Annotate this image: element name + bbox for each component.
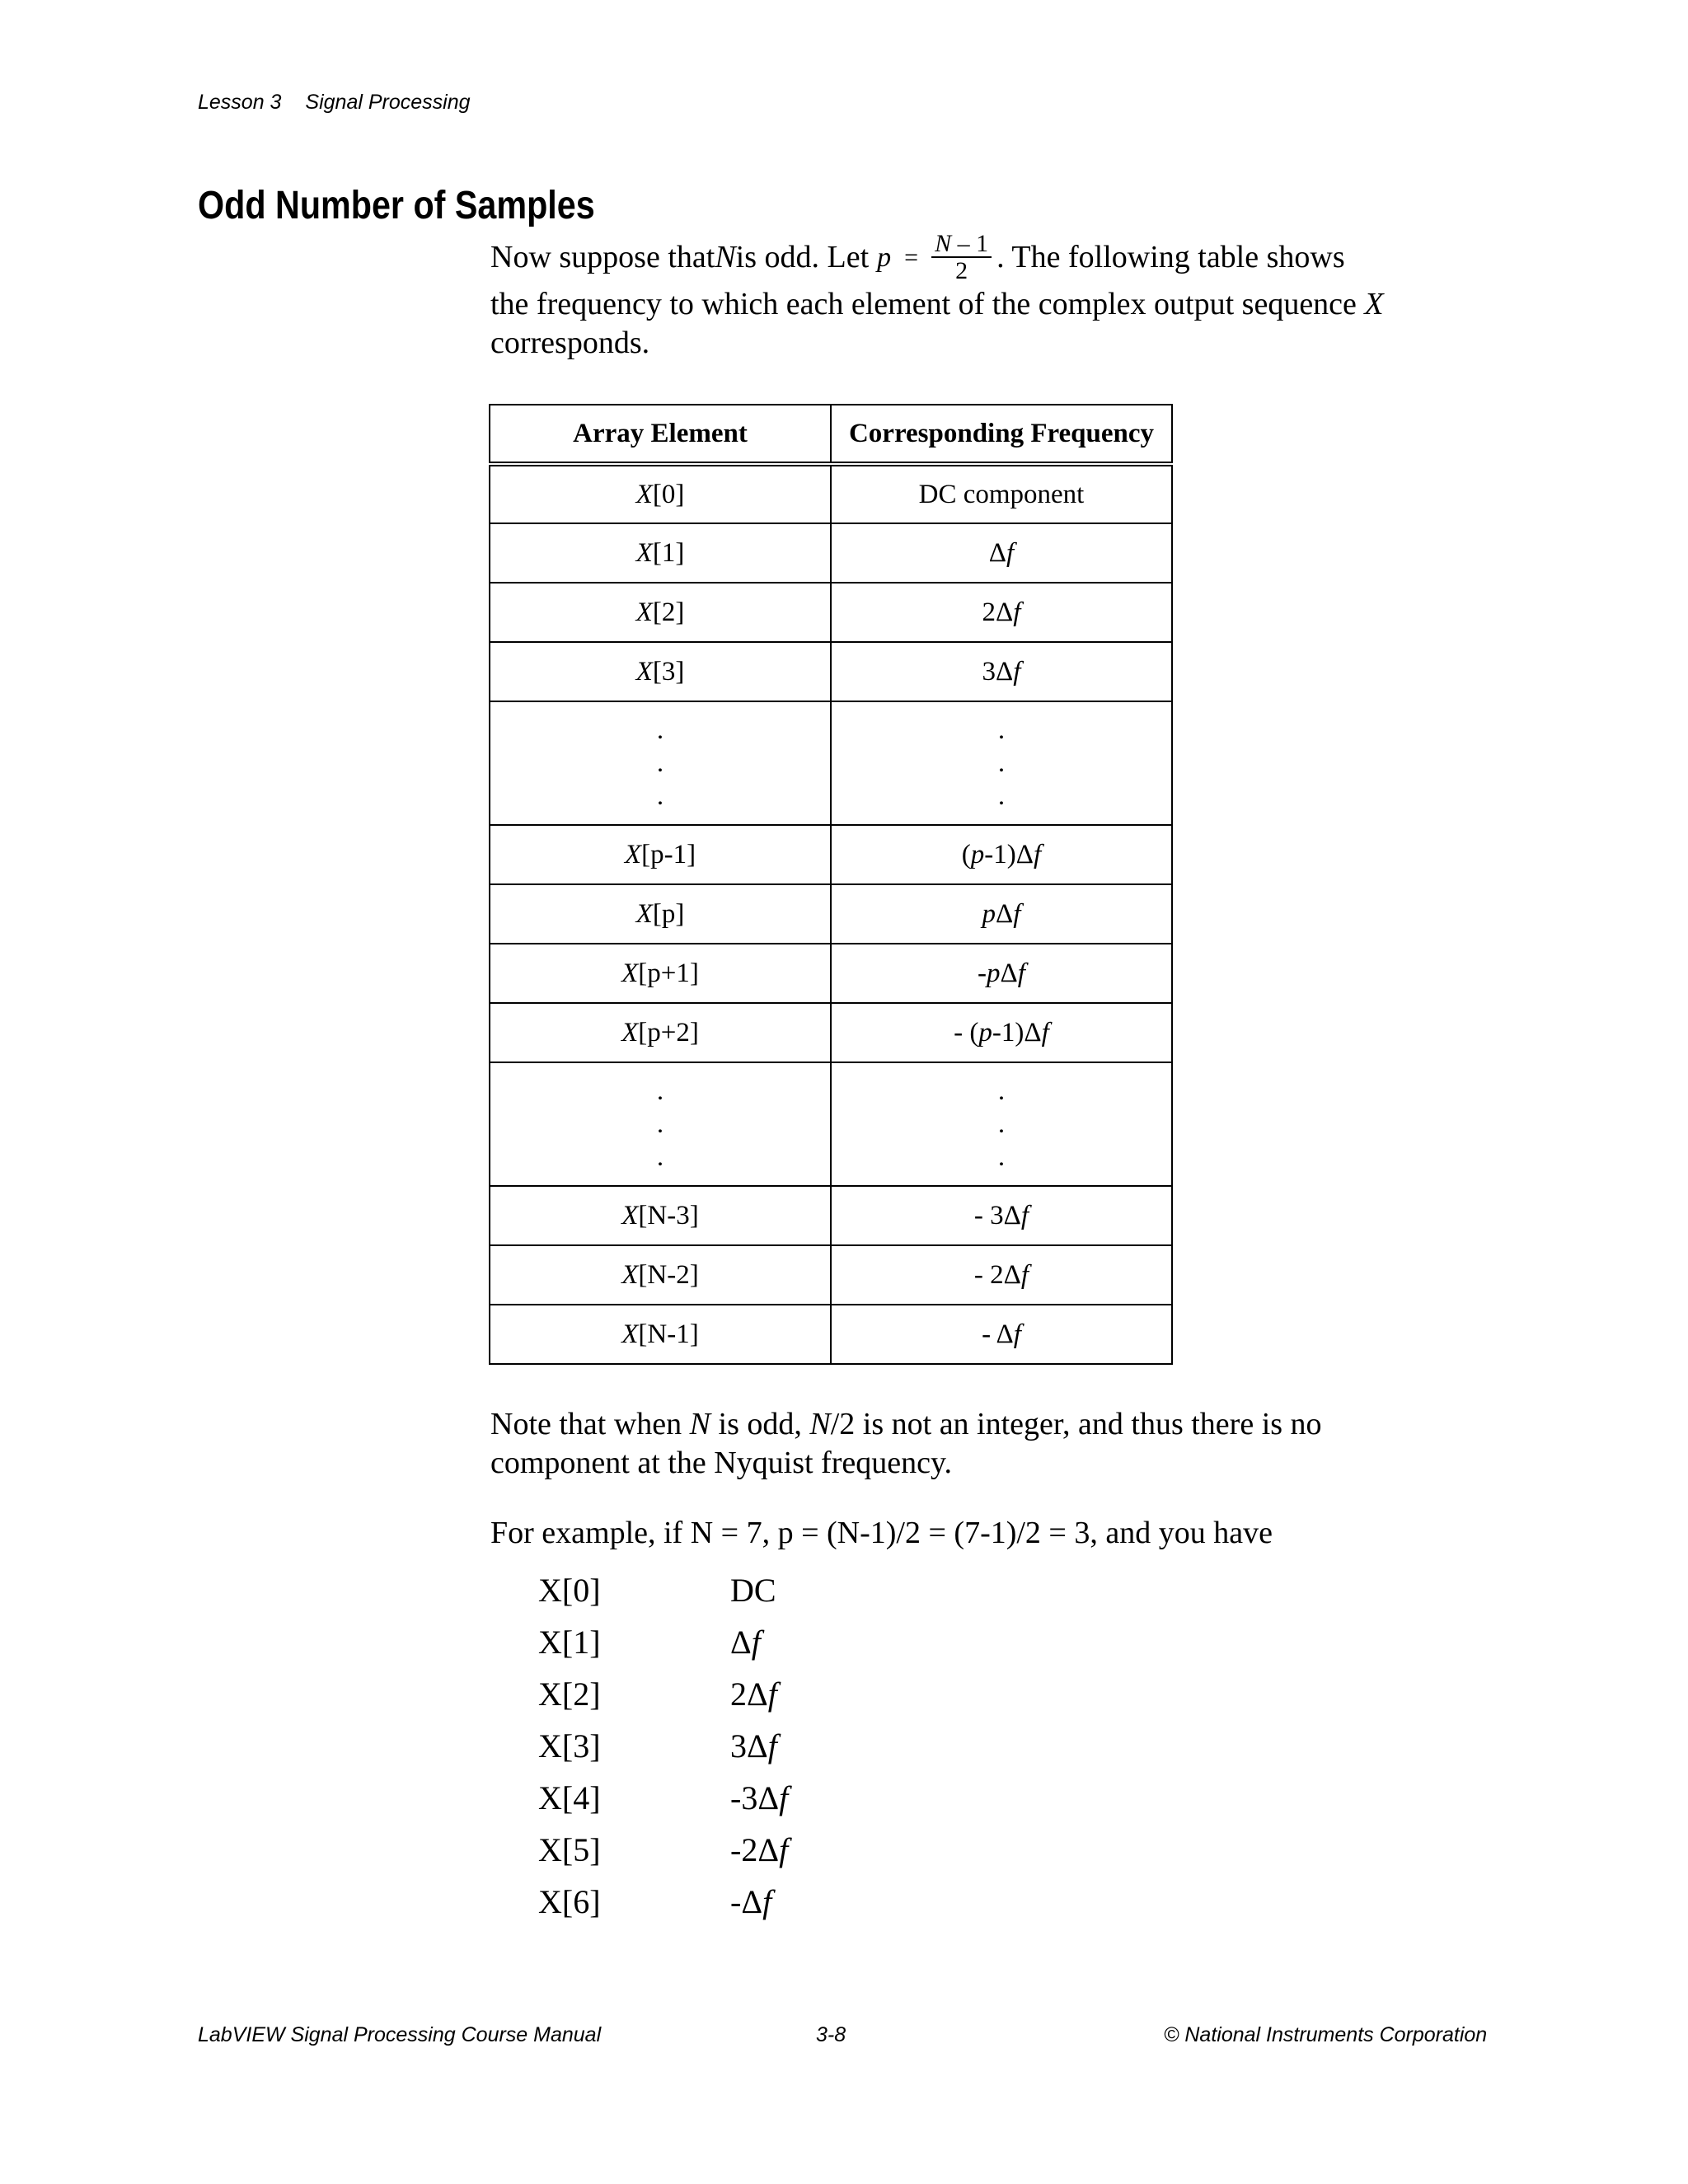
intro-var-n: N	[715, 239, 736, 274]
table-row	[490, 884, 1172, 944]
list-item	[538, 1720, 788, 1772]
cell-array-element: X[N-3]	[490, 1186, 831, 1245]
cell-array-element: X[2]	[490, 583, 831, 642]
example-list	[538, 1564, 788, 1928]
cell-array-element: X[p]	[490, 884, 831, 944]
cell-frequency: - (p-1)Δf	[831, 1003, 1172, 1062]
cell-array-element: X[N-2]	[490, 1245, 831, 1305]
example-element: X[5]	[538, 1831, 601, 1868]
fraction	[931, 229, 992, 284]
column-header-element: Array Element	[490, 405, 831, 464]
running-head	[198, 91, 471, 115]
example-element: X[0]	[538, 1572, 601, 1609]
cell-array-element: X[p+2]	[490, 1003, 831, 1062]
example-value: -3Δf	[730, 1779, 789, 1816]
table-row	[490, 1003, 1172, 1062]
table-row	[490, 1186, 1172, 1245]
example-value: Δf	[730, 1624, 761, 1661]
example-element: X[3]	[538, 1727, 601, 1765]
table-row	[490, 642, 1172, 701]
example-value: -Δf	[730, 1883, 772, 1920]
cell-frequency: 2Δf	[831, 583, 1172, 642]
element-prefix: X	[635, 656, 653, 687]
note-var-n2: N	[809, 1407, 831, 1441]
example-value: 3Δf	[730, 1727, 777, 1765]
list-item	[538, 1824, 788, 1876]
cell-array-element: . . .	[490, 1062, 831, 1186]
cell-frequency: pΔf	[831, 884, 1172, 944]
table-row	[490, 1305, 1172, 1364]
example-intro: For example, if N = 7, p = (N-1)/2 = (7-1)/2 = 3, and you have	[490, 1516, 1273, 1550]
intro-text-c: . The following table shows	[996, 239, 1345, 274]
cell-frequency: DC component	[831, 464, 1172, 523]
intro-var-x: X	[1364, 287, 1384, 321]
frequency-table	[489, 404, 1173, 1365]
element-prefix: X	[621, 958, 639, 988]
cell-frequency: . . .	[831, 701, 1172, 825]
column-header-frequency: Corresponding Frequency	[831, 405, 1172, 464]
note-text-c: /2 is not an integer, and thus there is no component at the Nyquist frequency.	[490, 1407, 1322, 1480]
cell-array-element: X[p+1]	[490, 944, 831, 1003]
intro-text-d: the frequency to which each element of the complex output sequence	[490, 287, 1365, 321]
list-item	[538, 1564, 788, 1616]
intro-text-b: is odd. Let	[735, 239, 870, 274]
footer-copyright: © National Instruments Corporation	[1164, 2023, 1488, 2046]
note-text-b: is odd,	[710, 1407, 810, 1441]
table-row	[490, 944, 1172, 1003]
table-row	[490, 464, 1172, 523]
equals-sign: =	[904, 243, 919, 271]
cell-frequency: 3Δf	[831, 642, 1172, 701]
list-item	[538, 1876, 788, 1928]
table-body	[490, 464, 1172, 1364]
example-value: DC	[730, 1572, 776, 1609]
note-text-a: Note that when	[490, 1407, 690, 1441]
fraction-numerator-rest: – 1	[951, 229, 989, 257]
example-element: X[6]	[538, 1883, 601, 1920]
element-prefix: X	[635, 537, 653, 568]
cell-frequency: - 3Δf	[831, 1186, 1172, 1245]
cell-array-element: X[N-1]	[490, 1305, 831, 1364]
list-item	[538, 1616, 788, 1668]
chapter-label: Signal Processing	[305, 91, 471, 114]
section-title: Odd Number of Samples	[198, 184, 595, 227]
cell-array-element: X[p-1]	[490, 825, 831, 884]
list-item	[538, 1772, 788, 1824]
table-header-row	[490, 405, 1172, 464]
intro-paragraph	[490, 231, 1463, 363]
note-paragraph	[490, 1405, 1463, 1483]
cell-array-element: X[1]	[490, 523, 831, 583]
fraction-denominator: 2	[955, 256, 968, 284]
cell-array-element: X[0]	[490, 464, 831, 523]
example-element: X[1]	[538, 1624, 601, 1661]
intro-var-p: p	[877, 241, 892, 273]
intro-line-2	[490, 285, 1463, 324]
element-prefix: X	[635, 479, 653, 509]
fraction-numerator-var: N	[935, 229, 952, 257]
table-row	[490, 523, 1172, 583]
element-prefix: X	[635, 597, 653, 627]
cell-frequency: Δf	[831, 523, 1172, 583]
note-var-n1: N	[689, 1407, 711, 1441]
table-row	[490, 1062, 1172, 1186]
example-value: -2Δf	[730, 1831, 789, 1868]
intro-line-1	[490, 231, 1463, 284]
table-row	[490, 583, 1172, 642]
intro-line-3: corresponds.	[490, 326, 650, 360]
example-element: X[2]	[538, 1675, 601, 1713]
cell-array-element: X[3]	[490, 642, 831, 701]
table-row	[490, 701, 1172, 825]
cell-frequency: - Δf	[831, 1305, 1172, 1364]
table-row	[490, 1245, 1172, 1305]
element-prefix: X	[621, 1200, 639, 1230]
footer-page-number: 3-8	[816, 2023, 846, 2046]
example-value: 2Δf	[730, 1675, 777, 1713]
list-item	[538, 1668, 788, 1720]
cell-frequency: -pΔf	[831, 944, 1172, 1003]
element-prefix: X	[621, 1017, 639, 1047]
cell-array-element: . . .	[490, 701, 831, 825]
table-row	[490, 825, 1172, 884]
cell-frequency: . . .	[831, 1062, 1172, 1186]
cell-frequency: - 2Δf	[831, 1245, 1172, 1305]
cell-frequency: (p-1)Δf	[831, 825, 1172, 884]
footer-manual-title: LabVIEW Signal Processing Course Manual	[198, 2023, 602, 2046]
intro-text-a: Now suppose that	[490, 239, 715, 274]
element-prefix: X	[635, 898, 653, 929]
fraction-numerator	[931, 229, 992, 258]
example-element: X[4]	[538, 1779, 601, 1816]
element-prefix: X	[624, 839, 642, 869]
element-prefix: X	[621, 1259, 639, 1290]
element-prefix: X	[621, 1319, 639, 1349]
lesson-label: Lesson 3	[198, 91, 282, 114]
